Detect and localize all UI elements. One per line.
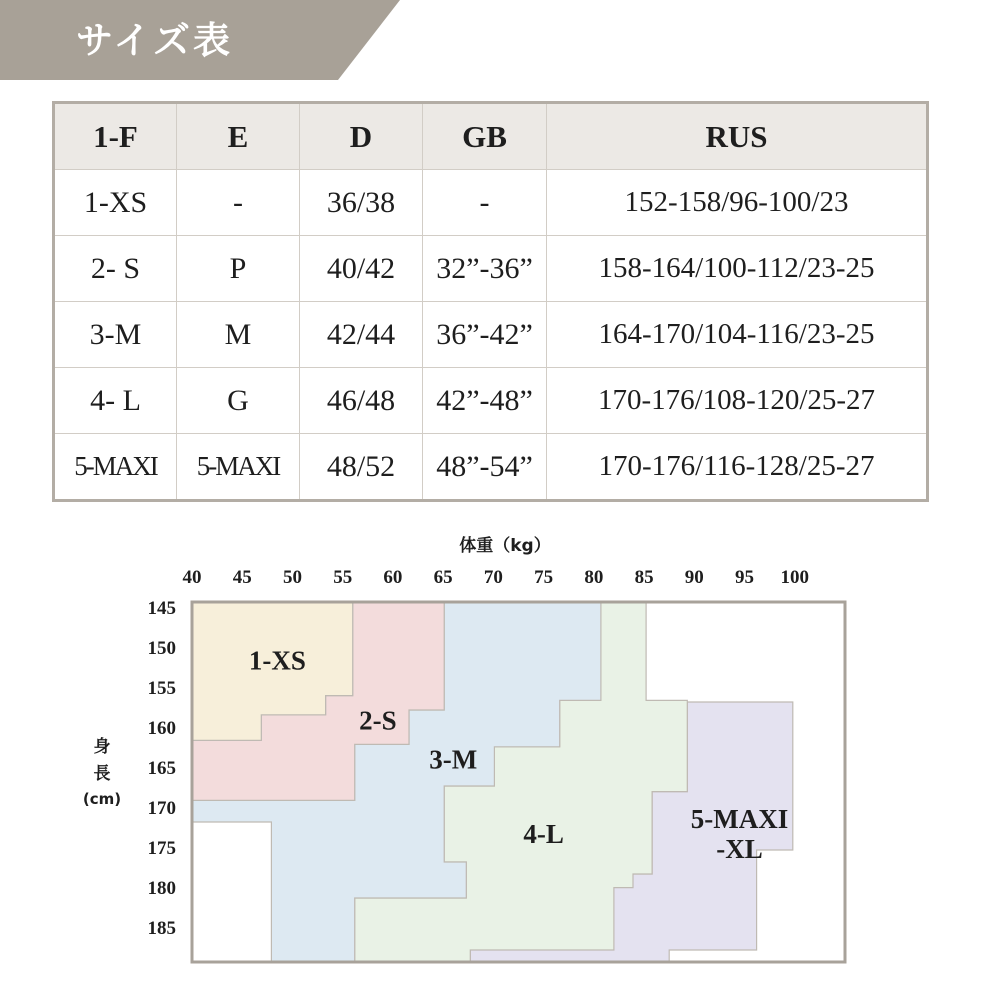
x-tick-label: 80 [584,567,604,588]
x-tick-label: 85 [634,567,654,588]
x-tick-label: 100 [780,567,810,588]
header-cell-f: 1-F [54,103,177,170]
region-label: 4-L [523,819,564,849]
table-cell: 4- L [54,368,177,434]
x-tick-label: 70 [483,567,503,588]
y-tick-label: 145 [147,598,176,619]
header-cell-gb: GB [423,103,547,170]
page-title: サイズ表 [76,19,234,62]
header-cell-d: D [300,103,423,170]
x-tick-label: 90 [684,567,704,588]
table-row [54,236,928,302]
table-cell: 36”-42” [423,302,547,368]
table-cell: 3-M [54,302,177,368]
table-cell: 46/48 [300,368,423,434]
y-tick-label: 160 [147,718,176,739]
region-label: 3-M [429,744,478,775]
x-tick-label: 65 [433,567,453,588]
table-cell: P [177,236,300,302]
size-conversion-table [52,101,929,502]
table-cell: 164-170/104-116/23-25 [547,302,928,368]
table-row [54,434,928,501]
region-label: 1-XS [248,645,306,676]
table-cell: 152-158/96-100/23 [547,170,928,236]
x-axis-title: 体重（kg） [459,536,551,556]
table-cell: 2- S [54,236,177,302]
table-cell: 48/52 [300,434,423,501]
table-cell: 32”-36” [423,236,547,302]
table-cell: - [423,170,547,236]
table-cell: 42/44 [300,302,423,368]
table-cell: G [177,368,300,434]
table-cell: 48”-54” [423,434,547,501]
table-row [54,302,928,368]
table-cell: 42”-48” [423,368,547,434]
y-tick-label: 165 [147,758,176,779]
table-cell: 40/42 [300,236,423,302]
table-cell: 158-164/100-112/23-25 [547,236,928,302]
x-tick-label: 60 [383,567,403,588]
y-axis-title: 長 [93,764,111,784]
x-tick-label: 75 [534,567,554,588]
y-axis-title: 身 [93,737,111,757]
table-cell: 170-176/116-128/25-27 [547,434,928,501]
x-tick-label: 95 [735,567,755,588]
y-tick-label: 180 [147,878,176,899]
table-cell: M [177,302,300,368]
header-cell-rus: RUS [547,103,928,170]
table-cell: 1-XS [54,170,177,236]
y-axis-title: (cm) [82,790,122,808]
table-row [54,368,928,434]
y-tick-label: 185 [147,918,176,939]
y-tick-label: 150 [147,638,176,659]
x-tick-label: 50 [282,567,302,588]
x-tick-label: 45 [232,567,252,588]
table-cell: 36/38 [300,170,423,236]
region-label: -XL [716,834,763,864]
y-tick-label: 175 [147,838,176,859]
x-tick-label: 40 [182,567,202,588]
table-header-row [54,103,928,170]
x-tick-label: 55 [333,567,353,588]
table-cell: 170-176/108-120/25-27 [547,368,928,434]
header-cell-e: E [177,103,300,170]
table-cell: 5-MAXI [54,434,177,501]
table-row [54,170,928,236]
y-tick-label: 155 [147,678,176,699]
table-cell: 5-MAXI [177,434,300,501]
y-tick-label: 170 [147,798,176,819]
size-chart [0,520,1000,1000]
table-cell: - [177,170,300,236]
region-label: 2-S [359,705,397,736]
region-label: 5-MAXI [690,804,789,834]
